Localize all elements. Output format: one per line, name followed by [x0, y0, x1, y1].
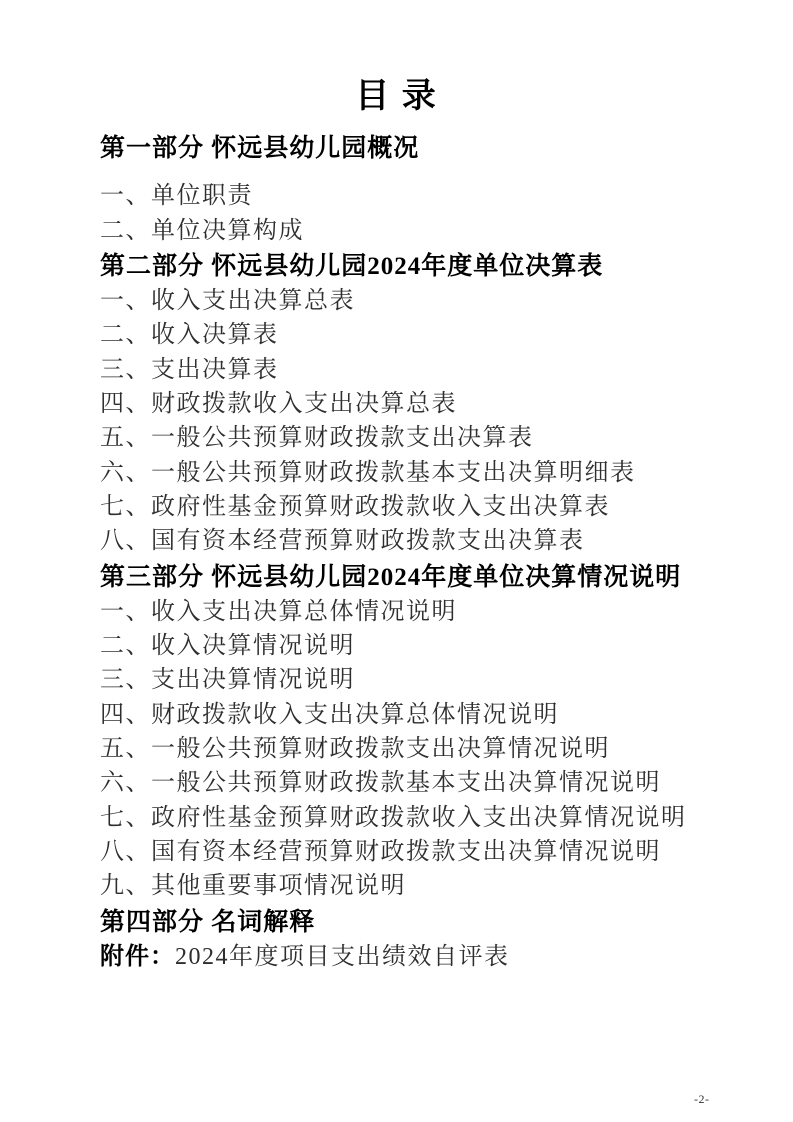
toc-heading: 第四部分 名词解释 [100, 908, 316, 936]
toc-item: 七、政府性基金预算财政拨款收入支出决算表 [100, 493, 610, 520]
toc-item: 三、支出决算表 [100, 356, 279, 383]
toc-item: 二、收入决算情况说明 [100, 633, 355, 660]
toc-heading: 第二部分 怀远县幼儿园2024年度单位决算表 [100, 252, 604, 280]
attachment-text: 2024年度项目支出绩效自评表 [175, 943, 510, 970]
toc-item: 六、一般公共预算财政拨款基本支出决算明细表 [100, 459, 636, 486]
toc-heading: 第一部分 怀远县幼儿园概况 [100, 135, 420, 162]
toc-item: 四、财政拨款收入支出决算总体情况说明 [100, 701, 559, 728]
toc-item: 一、收入支出决算总表 [100, 288, 355, 315]
toc-item: 一、收入支出决算总体情况说明 [100, 598, 457, 625]
toc-item: 二、收入决算表 [100, 322, 279, 349]
toc-item: 二、单位决算构成 [100, 217, 304, 244]
toc-item: 八、国有资本经营预算财政拨款支出决算情况说明 [100, 838, 661, 865]
toc-item: 七、政府性基金预算财政拨款收入支出决算情况说明 [100, 804, 687, 831]
toc-item: 五、一般公共预算财政拨款支出决算表 [100, 425, 534, 452]
attachment-label: 附件： [100, 943, 175, 970]
toc-item: 九、其他重要事项情况说明 [100, 873, 406, 900]
toc-heading: 第三部分 怀远县幼儿园2024年度单位决算情况说明 [100, 563, 682, 591]
toc-item: 四、财政拨款收入支出决算总表 [100, 391, 457, 418]
toc-item: 五、一般公共预算财政拨款支出决算情况说明 [100, 736, 610, 763]
page-title: 目 录 [355, 78, 438, 115]
table-of-contents [100, 130, 720, 974]
toc-item: 六、一般公共预算财政拨款基本支出决算情况说明 [100, 770, 661, 797]
toc-item: 八、国有资本经营预算财政拨款支出决算表 [100, 528, 585, 555]
page-number: -2- [694, 1092, 710, 1106]
toc-attachment [100, 940, 720, 974]
toc-item: 一、单位职责 [100, 183, 253, 210]
toc-item: 三、支出决算情况说明 [100, 667, 355, 694]
